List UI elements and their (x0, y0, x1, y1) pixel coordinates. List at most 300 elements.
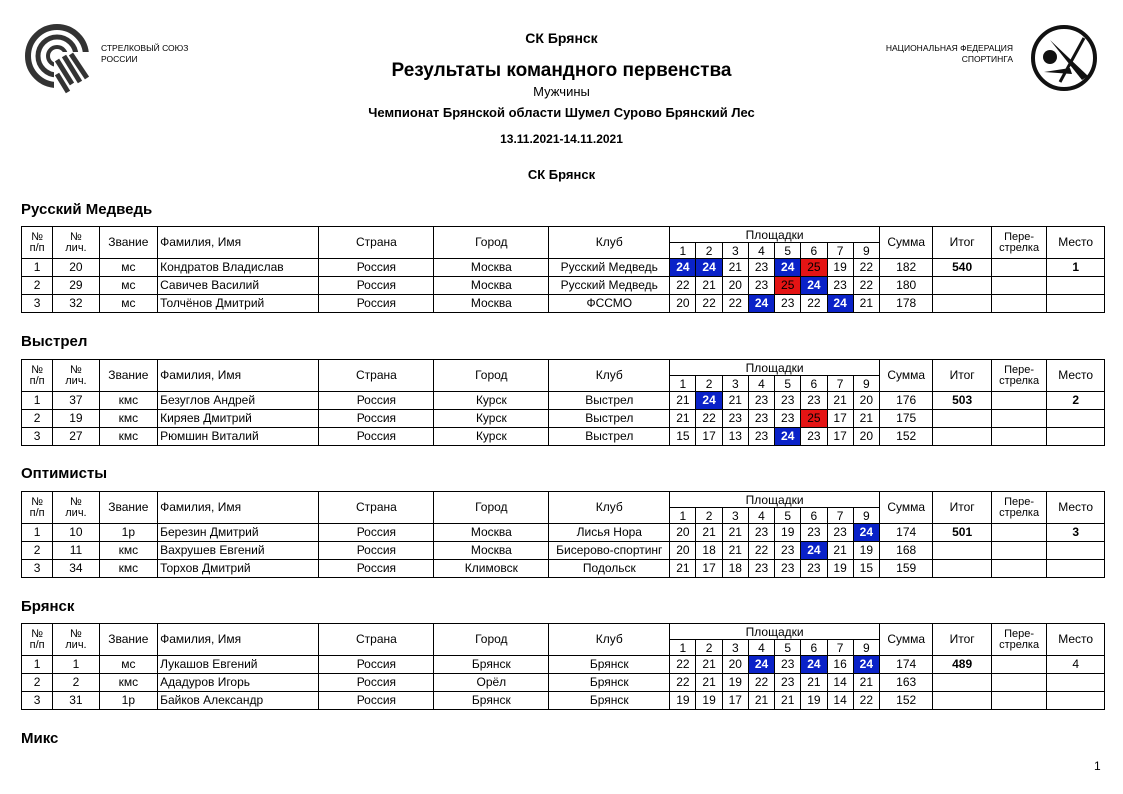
col-header-place: Место (1047, 227, 1105, 259)
cell-station-score: 21 (827, 542, 853, 560)
team-name: Русский Медведь (21, 201, 153, 218)
col-header-name: Фамилия, Имя (158, 360, 319, 392)
cell-club: Лисья Нора (549, 524, 670, 542)
station-number-header: 3 (722, 376, 748, 392)
col-header-total: Итог (933, 492, 991, 524)
cell-station-score: 21 (670, 560, 696, 578)
cell-station-score: 25 (801, 410, 827, 428)
cell-station-score: 21 (775, 692, 801, 710)
cell-sum: 163 (879, 674, 932, 692)
cell-city: Москва (434, 542, 549, 560)
col-header-place: Место (1047, 624, 1105, 656)
cell-rank: 1р (99, 692, 157, 710)
station-number-header: 9 (853, 508, 879, 524)
cell-country: Россия (319, 295, 434, 313)
cell-city: Брянск (434, 656, 549, 674)
cell-station-score: 15 (853, 560, 879, 578)
cell-num: 2 (22, 277, 53, 295)
station-number-header: 9 (853, 376, 879, 392)
col-header-pnum-l2: лич. (65, 241, 87, 254)
col-header-shootoff-l2: стрелка (999, 638, 1040, 651)
cell-club: Русский Медведь (549, 259, 670, 277)
col-header-num (22, 227, 53, 259)
cell-team-total: 501 (933, 524, 991, 542)
station-number-header: 1 (670, 243, 696, 259)
cell-club: Брянск (549, 656, 670, 674)
station-number-header: 7 (827, 508, 853, 524)
cell-station-score: 21 (696, 674, 722, 692)
cell-name: Березин Дмитрий (158, 524, 319, 542)
station-number-header: 4 (748, 640, 774, 656)
col-header-sum: Сумма (879, 492, 932, 524)
cell-num: 1 (22, 656, 53, 674)
cell-country: Россия (319, 542, 434, 560)
station-number-header: 3 (722, 640, 748, 656)
cell-sum: 159 (879, 560, 932, 578)
cell-station-score: 22 (722, 295, 748, 313)
cell-station-score: 19 (853, 542, 879, 560)
cell-station-score: 14 (827, 674, 853, 692)
cell-personal-num: 34 (53, 560, 99, 578)
station-number-header: 5 (775, 640, 801, 656)
cell-station-score: 23 (827, 524, 853, 542)
cell-station-score: 23 (722, 410, 748, 428)
col-header-country: Страна (319, 360, 434, 392)
cell-station-score: 24 (748, 295, 774, 313)
cell-shootoff (991, 410, 1046, 428)
cell-station-score: 22 (853, 277, 879, 295)
page-title: Результаты командного первенства (391, 60, 732, 81)
cell-station-score: 22 (748, 674, 774, 692)
col-header-country: Страна (319, 227, 434, 259)
cell-city: Москва (434, 277, 549, 295)
cell-station-score: 22 (670, 277, 696, 295)
cell-personal-num: 19 (53, 410, 99, 428)
col-header-shootoff-l1: Пере- (1004, 230, 1035, 243)
cell-station-score: 24 (775, 428, 801, 446)
cell-personal-num: 2 (53, 674, 99, 692)
cell-station-score: 23 (748, 277, 774, 295)
table-row (22, 560, 1105, 578)
team-results-table (21, 226, 1105, 313)
cell-rank: мс (99, 295, 157, 313)
col-header-club: Клуб (549, 492, 670, 524)
cell-station-score: 23 (775, 295, 801, 313)
col-header-num (22, 624, 53, 656)
team-name: Выстрел (21, 333, 88, 350)
col-header-club: Клуб (549, 227, 670, 259)
station-number-header: 5 (775, 376, 801, 392)
cell-station-score: 23 (801, 392, 827, 410)
col-header-total: Итог (933, 227, 991, 259)
station-number-header: 2 (696, 243, 722, 259)
cell-station-score: 23 (748, 428, 774, 446)
table-header-row (22, 624, 1105, 640)
table-row (22, 674, 1105, 692)
cell-station-score: 23 (748, 560, 774, 578)
col-header-name: Фамилия, Имя (158, 227, 319, 259)
cell-name: Торхов Дмитрий (158, 560, 319, 578)
col-header-pnum (53, 624, 99, 656)
cell-name: Киряев Дмитрий (158, 410, 319, 428)
cell-team-total (933, 428, 991, 446)
cell-name: Савичев Василий (158, 277, 319, 295)
cell-station-score: 24 (853, 524, 879, 542)
station-number-header: 1 (670, 640, 696, 656)
cell-country: Россия (319, 656, 434, 674)
col-header-pnum-l1: № (70, 230, 82, 243)
cell-club: Брянск (549, 674, 670, 692)
cell-station-score: 15 (670, 428, 696, 446)
cell-station-score: 17 (722, 692, 748, 710)
cell-team-total (933, 542, 991, 560)
cell-team-place (1047, 560, 1105, 578)
cell-station-score: 21 (722, 542, 748, 560)
cell-shootoff (991, 392, 1046, 410)
cell-station-score: 24 (670, 259, 696, 277)
station-number-header: 2 (696, 640, 722, 656)
col-header-rank: Звание (99, 360, 157, 392)
cell-rank: кмс (99, 674, 157, 692)
cell-name: Лукашов Евгений (158, 656, 319, 674)
cell-station-score: 21 (801, 674, 827, 692)
col-header-country: Страна (319, 492, 434, 524)
col-header-name: Фамилия, Имя (158, 492, 319, 524)
cell-station-score: 21 (748, 692, 774, 710)
station-number-header: 9 (853, 243, 879, 259)
station-number-header: 6 (801, 640, 827, 656)
cell-station-score: 21 (722, 259, 748, 277)
cell-rank: мс (99, 656, 157, 674)
cell-station-score: 17 (827, 428, 853, 446)
col-header-country: Страна (319, 624, 434, 656)
station-number-header: 7 (827, 640, 853, 656)
cell-station-score: 23 (827, 277, 853, 295)
cell-shootoff (991, 542, 1046, 560)
cell-team-place: 1 (1047, 259, 1105, 277)
cell-country: Россия (319, 428, 434, 446)
col-header-sum: Сумма (879, 624, 932, 656)
col-header-city: Город (434, 360, 549, 392)
cell-shootoff (991, 656, 1046, 674)
col-header-num (22, 492, 53, 524)
cell-personal-num: 32 (53, 295, 99, 313)
cell-num: 2 (22, 674, 53, 692)
cell-team-place (1047, 674, 1105, 692)
cell-sum: 174 (879, 524, 932, 542)
col-header-num-l2: п/п (29, 241, 45, 254)
cell-rank: кмс (99, 542, 157, 560)
cell-team-total (933, 277, 991, 295)
cell-rank: кмс (99, 428, 157, 446)
cell-rank: мс (99, 259, 157, 277)
cell-city: Брянск (434, 692, 549, 710)
cell-team-total (933, 410, 991, 428)
cell-station-score: 19 (775, 524, 801, 542)
cell-country: Россия (319, 560, 434, 578)
cell-station-score: 25 (775, 277, 801, 295)
cell-personal-num: 27 (53, 428, 99, 446)
cell-station-score: 21 (696, 277, 722, 295)
championship-name: Чемпионат Брянской области Шумел Сурово Брянский Лес (368, 105, 755, 120)
cell-station-score: 25 (801, 259, 827, 277)
cell-personal-num: 37 (53, 392, 99, 410)
col-header-pnum-l2: лич. (65, 374, 87, 387)
cell-club: Брянск (549, 692, 670, 710)
col-header-pnum-l1: № (70, 627, 82, 640)
col-header-shootoff (991, 624, 1046, 656)
cell-shootoff (991, 259, 1046, 277)
cell-shootoff (991, 692, 1046, 710)
cell-team-place (1047, 295, 1105, 313)
cell-station-score: 24 (748, 656, 774, 674)
col-header-stations: Площадки (670, 492, 880, 508)
page-number: 1 (1094, 759, 1101, 773)
col-header-city: Город (434, 624, 549, 656)
cell-personal-num: 20 (53, 259, 99, 277)
cell-sum: 152 (879, 428, 932, 446)
next-team-name: Микс (21, 730, 59, 747)
col-header-total: Итог (933, 624, 991, 656)
col-header-num-l1: № (31, 230, 44, 243)
station-number-header: 7 (827, 376, 853, 392)
col-header-num-l1: № (31, 363, 44, 376)
cell-station-score: 22 (670, 656, 696, 674)
cell-num: 1 (22, 259, 53, 277)
cell-station-score: 24 (801, 277, 827, 295)
station-number-header: 9 (853, 640, 879, 656)
cell-rank: мс (99, 277, 157, 295)
cell-num: 2 (22, 542, 53, 560)
cell-station-score: 20 (722, 656, 748, 674)
cell-station-score: 22 (696, 295, 722, 313)
left-org-line2: РОССИИ (101, 54, 138, 64)
cell-station-score: 23 (748, 410, 774, 428)
club-heading: СК Брянск (525, 30, 598, 46)
table-row (22, 524, 1105, 542)
station-number-header: 4 (748, 243, 774, 259)
station-number-header: 6 (801, 376, 827, 392)
cell-station-score: 14 (827, 692, 853, 710)
cell-shootoff (991, 277, 1046, 295)
cell-club: Выстрел (549, 428, 670, 446)
cell-rank: кмс (99, 560, 157, 578)
cell-station-score: 22 (801, 295, 827, 313)
station-number-header: 5 (775, 508, 801, 524)
cell-station-score: 21 (722, 524, 748, 542)
col-header-stations: Площадки (670, 624, 880, 640)
cell-station-score: 22 (696, 410, 722, 428)
table-row (22, 410, 1105, 428)
cell-rank: кмс (99, 410, 157, 428)
table-header-row (22, 227, 1105, 243)
table-row (22, 656, 1105, 674)
cell-rank: кмс (99, 392, 157, 410)
table-header-row (22, 360, 1105, 376)
cell-shootoff (991, 295, 1046, 313)
cell-station-score: 21 (696, 524, 722, 542)
cell-station-score: 23 (801, 524, 827, 542)
cell-city: Курск (434, 392, 549, 410)
cell-num: 3 (22, 428, 53, 446)
cell-shootoff (991, 674, 1046, 692)
table-row (22, 692, 1105, 710)
cell-personal-num: 10 (53, 524, 99, 542)
cell-team-total: 489 (933, 656, 991, 674)
cell-station-score: 21 (670, 392, 696, 410)
cell-rank: 1р (99, 524, 157, 542)
col-header-sum: Сумма (879, 360, 932, 392)
cell-station-score: 20 (670, 542, 696, 560)
col-header-rank: Звание (99, 624, 157, 656)
cell-team-place (1047, 692, 1105, 710)
cell-station-score: 19 (670, 692, 696, 710)
cell-shootoff (991, 560, 1046, 578)
col-header-shootoff (991, 492, 1046, 524)
table-row (22, 277, 1105, 295)
cell-sum: 180 (879, 277, 932, 295)
table-row (22, 428, 1105, 446)
cell-station-score: 20 (853, 392, 879, 410)
cell-station-score: 23 (801, 560, 827, 578)
cell-sum: 152 (879, 692, 932, 710)
col-header-name: Фамилия, Имя (158, 624, 319, 656)
col-header-shootoff-l2: стрелка (999, 241, 1040, 254)
col-header-pnum-l2: лич. (65, 506, 87, 519)
col-header-pnum-l2: лич. (65, 638, 87, 651)
col-header-num-l1: № (31, 495, 44, 508)
col-header-place: Место (1047, 492, 1105, 524)
cell-team-place: 2 (1047, 392, 1105, 410)
station-number-header: 4 (748, 508, 774, 524)
col-header-sum: Сумма (879, 227, 932, 259)
cell-station-score: 24 (775, 259, 801, 277)
cell-city: Москва (434, 295, 549, 313)
col-header-pnum (53, 492, 99, 524)
col-header-city: Город (434, 227, 549, 259)
cell-name: Безуглов Андрей (158, 392, 319, 410)
cell-station-score: 21 (696, 656, 722, 674)
cell-club: Выстрел (549, 410, 670, 428)
cell-personal-num: 11 (53, 542, 99, 560)
cell-station-score: 16 (827, 656, 853, 674)
col-header-num-l1: № (31, 627, 44, 640)
cell-country: Россия (319, 524, 434, 542)
col-header-shootoff (991, 227, 1046, 259)
cell-city: Курск (434, 428, 549, 446)
station-number-header: 2 (696, 376, 722, 392)
cell-club: Выстрел (549, 392, 670, 410)
cell-station-score: 23 (775, 656, 801, 674)
cell-station-score: 23 (801, 428, 827, 446)
table-row (22, 295, 1105, 313)
cell-station-score: 21 (853, 410, 879, 428)
cell-station-score: 19 (801, 692, 827, 710)
cell-station-score: 21 (722, 392, 748, 410)
cell-sum: 182 (879, 259, 932, 277)
station-number-header: 2 (696, 508, 722, 524)
cell-station-score: 22 (670, 674, 696, 692)
cell-station-score: 24 (696, 392, 722, 410)
team-name: Оптимисты (21, 465, 108, 482)
station-number-header: 6 (801, 508, 827, 524)
cell-station-score: 24 (801, 542, 827, 560)
col-header-stations: Площадки (670, 227, 880, 243)
col-header-shootoff-l2: стрелка (999, 374, 1040, 387)
category-subtitle: Мужчины (533, 84, 590, 99)
station-number-header: 1 (670, 508, 696, 524)
cell-station-score: 21 (827, 392, 853, 410)
cell-team-place (1047, 277, 1105, 295)
cell-city: Орёл (434, 674, 549, 692)
cell-station-score: 19 (827, 259, 853, 277)
cell-station-score: 20 (722, 277, 748, 295)
cell-club: Подольск (549, 560, 670, 578)
cell-station-score: 17 (696, 560, 722, 578)
col-header-shootoff-l1: Пере- (1004, 363, 1035, 376)
station-number-header: 6 (801, 243, 827, 259)
cell-num: 3 (22, 560, 53, 578)
cell-num: 3 (22, 692, 53, 710)
team-name: Брянск (21, 598, 75, 615)
station-number-header: 3 (722, 243, 748, 259)
cell-name: Кондратов Владислав (158, 259, 319, 277)
col-header-num-l2: п/п (29, 374, 45, 387)
cell-team-total: 503 (933, 392, 991, 410)
table-row (22, 542, 1105, 560)
cell-station-score: 24 (801, 656, 827, 674)
cell-num: 2 (22, 410, 53, 428)
cell-sum: 178 (879, 295, 932, 313)
col-header-pnum-l1: № (70, 495, 82, 508)
col-header-rank: Звание (99, 492, 157, 524)
cell-station-score: 23 (775, 542, 801, 560)
cell-shootoff (991, 524, 1046, 542)
cell-station-score: 18 (722, 560, 748, 578)
cell-station-score: 19 (827, 560, 853, 578)
cell-station-score: 19 (696, 692, 722, 710)
right-org-line2: СПОРТИНГА (961, 54, 1013, 64)
col-header-pnum (53, 227, 99, 259)
team-results-table (21, 359, 1105, 446)
col-header-shootoff (991, 360, 1046, 392)
cell-station-score: 24 (827, 295, 853, 313)
cell-country: Россия (319, 692, 434, 710)
cell-station-score: 18 (696, 542, 722, 560)
cell-station-score: 17 (827, 410, 853, 428)
table-header-row (22, 492, 1105, 508)
cell-team-total (933, 674, 991, 692)
col-header-rank: Звание (99, 227, 157, 259)
left-org-line1: СТРЕЛКОВЫЙ СОЮЗ (101, 43, 189, 53)
cell-country: Россия (319, 392, 434, 410)
cell-station-score: 19 (722, 674, 748, 692)
event-dates: 13.11.2021-14.11.2021 (500, 132, 623, 146)
cell-station-score: 20 (670, 524, 696, 542)
cell-personal-num: 29 (53, 277, 99, 295)
cell-station-score: 21 (853, 674, 879, 692)
right-org-line1: НАЦИОНАЛЬНАЯ ФЕДЕРАЦИЯ (885, 43, 1013, 53)
cell-country: Россия (319, 410, 434, 428)
col-header-total: Итог (933, 360, 991, 392)
cell-name: Вахрушев Евгений (158, 542, 319, 560)
station-number-header: 4 (748, 376, 774, 392)
cell-team-place (1047, 410, 1105, 428)
cell-team-total (933, 692, 991, 710)
station-number-header: 7 (827, 243, 853, 259)
cell-station-score: 23 (748, 259, 774, 277)
col-header-city: Город (434, 492, 549, 524)
